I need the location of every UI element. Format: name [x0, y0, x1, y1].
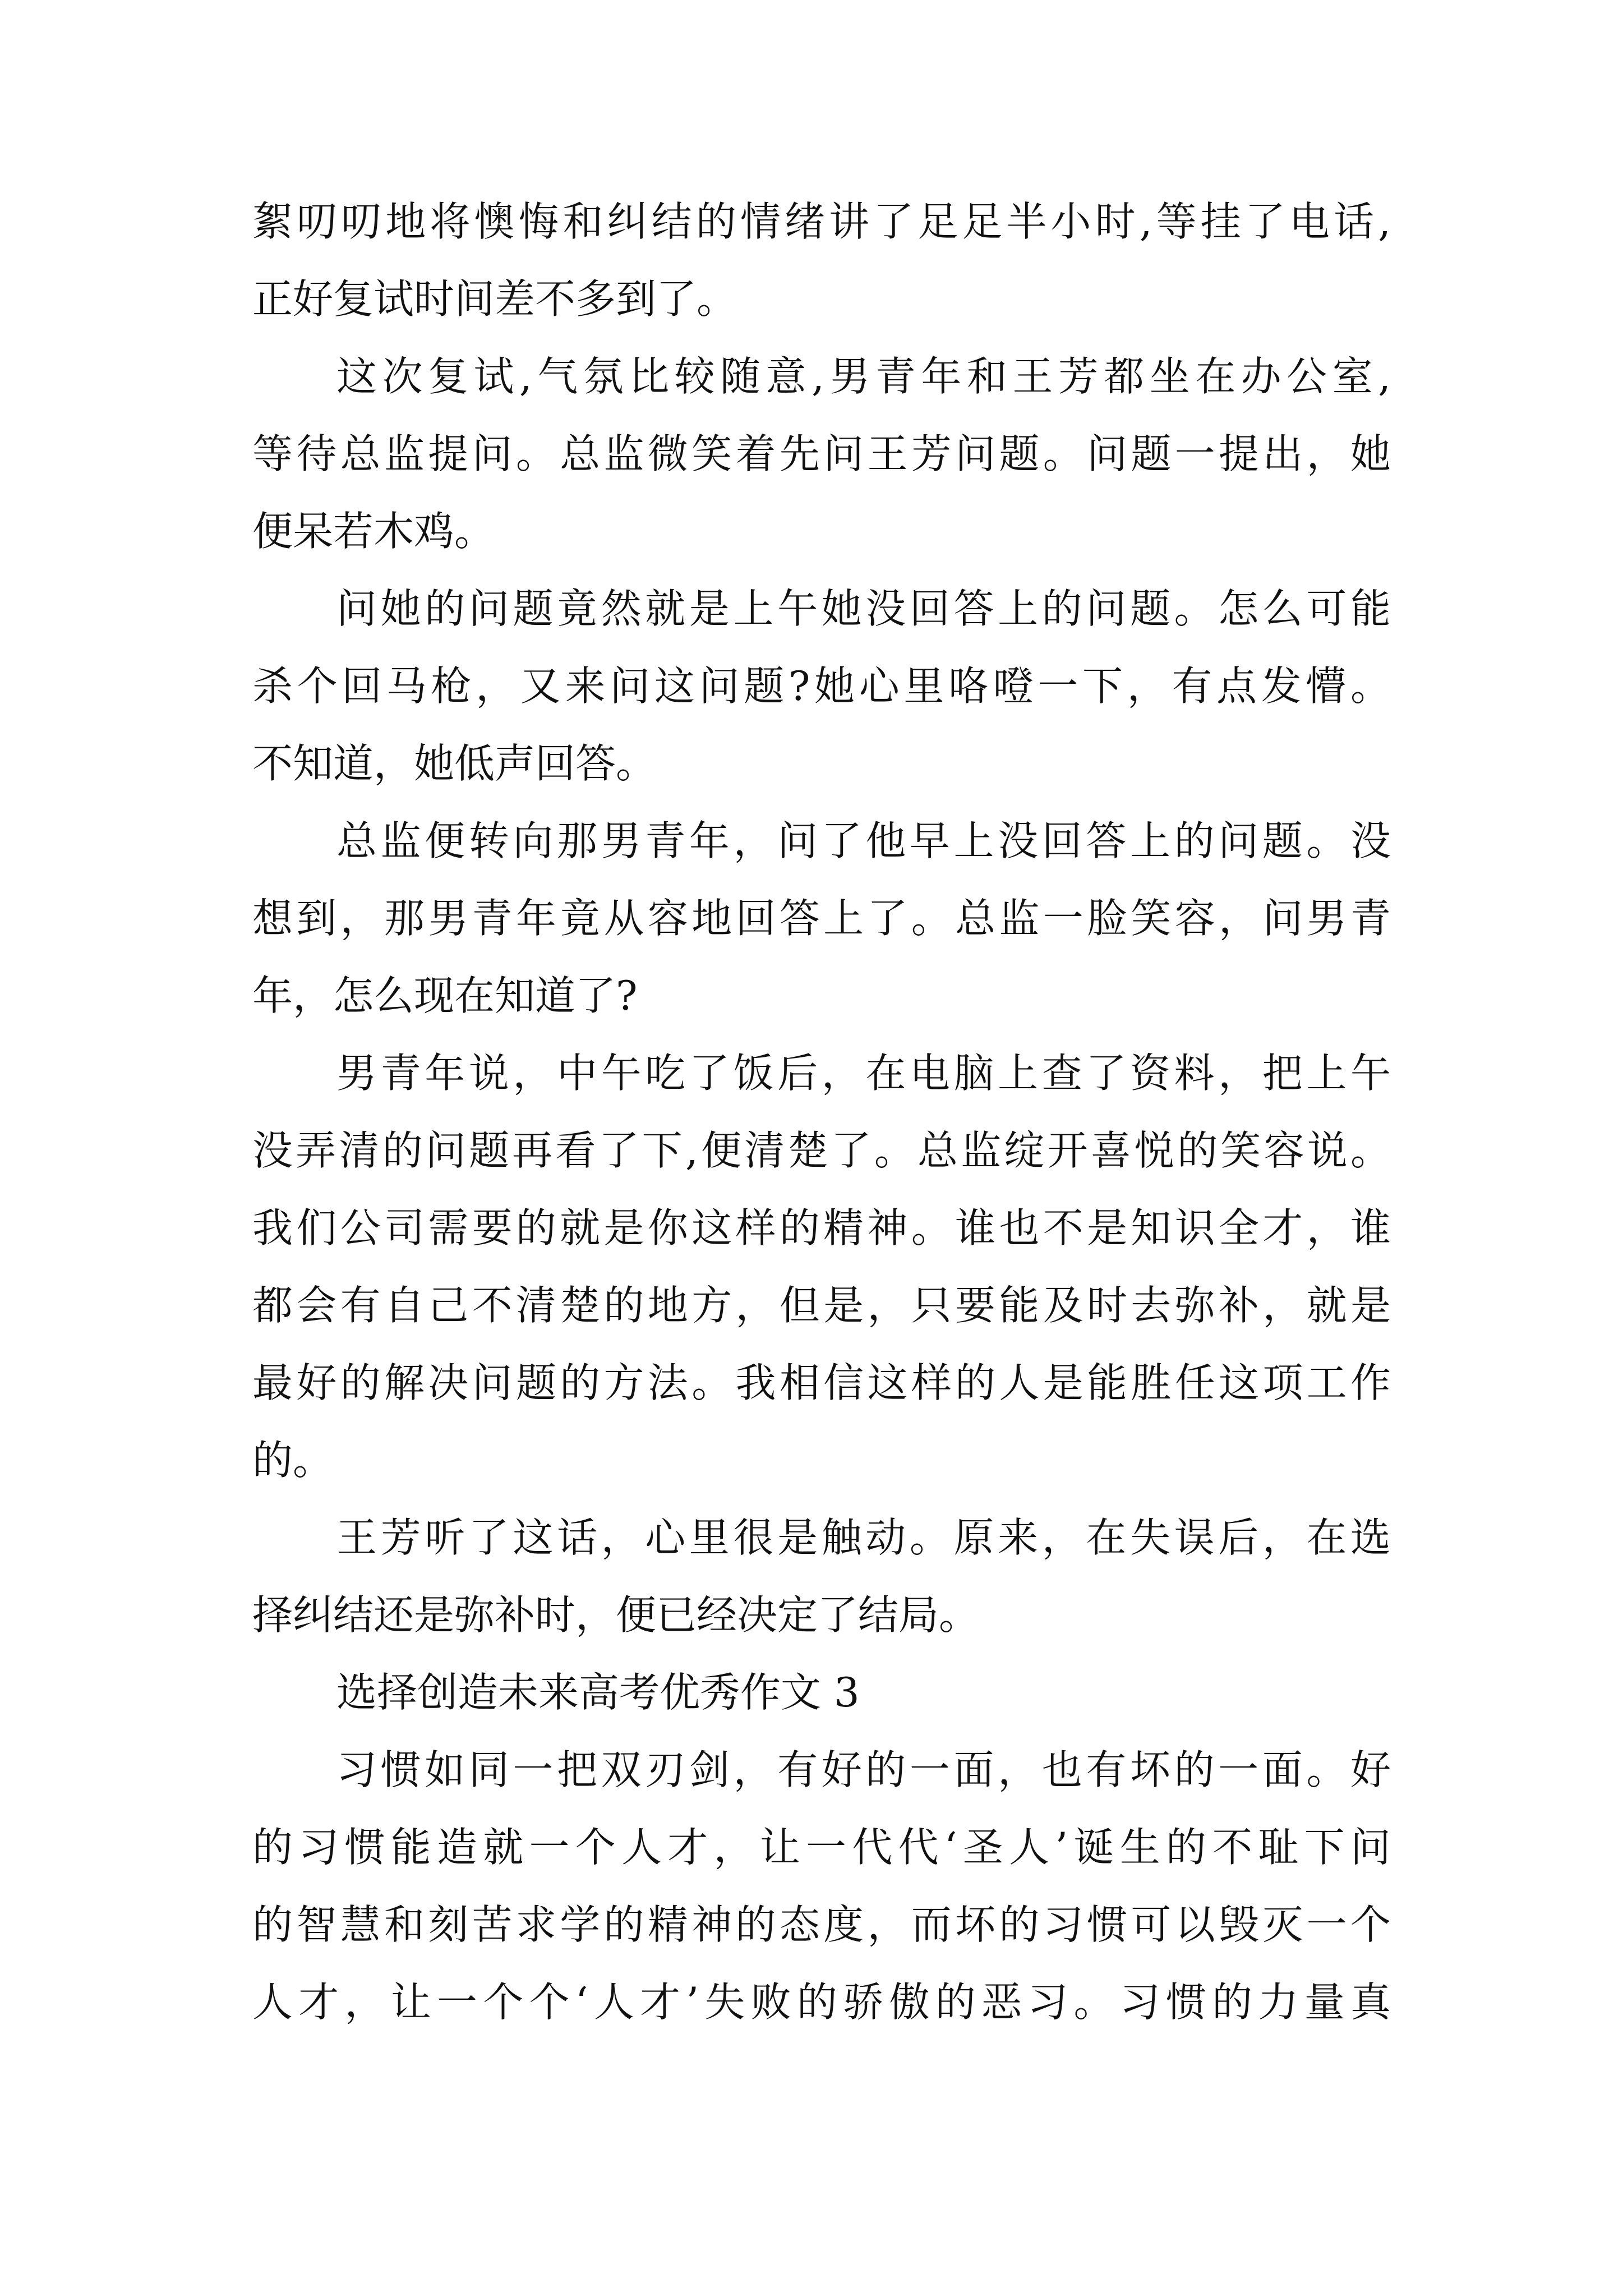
- text-line-content: 我们公司需要的就是你这样的精神。谁也不是知识全才，谁: [252, 1204, 1395, 1251]
- text-line-content: 絮叨叨地将懊悔和纠结的情绪讲了足足半小时,等挂了电话,: [252, 198, 1395, 245]
- text-line: [0, 1191, 1623, 1264]
- text-line: [0, 263, 1623, 335]
- text-line: [0, 882, 1623, 955]
- text-line: [0, 185, 1623, 258]
- text-line: [0, 1501, 1623, 1574]
- text-line: [0, 1037, 1623, 1110]
- text-line-content: 王芳听了这话，心里很是触动。原来，在失误后，在选: [336, 1514, 1395, 1561]
- text-line: [0, 1269, 1623, 1342]
- text-line-content: 没弄清的问题再看了下,便清楚了。总监绽开喜悦的笑容说。: [252, 1127, 1394, 1174]
- text-line: [0, 1888, 1623, 1961]
- text-line-content: 的习惯能造就一个人才，让一代代‘圣人’诞生的不耻下问: [252, 1824, 1397, 1871]
- text-line: [0, 1579, 1623, 1651]
- text-line-content: 的。: [252, 1437, 334, 1484]
- text-line-content: 想到，那男青年竟从容地回答上了。总监一脸笑容，问男青: [252, 895, 1395, 942]
- text-line: [0, 959, 1623, 1032]
- text-line-content: 选择创造未来高考优秀作文 3: [336, 1669, 860, 1716]
- text-line-content: 男青年说，中午吃了饭后，在电脑上查了资料，把上午: [336, 1050, 1395, 1097]
- text-line: [0, 1811, 1623, 1884]
- text-line-content: 总监便转向那男青年，问了他早上没回答上的问题。没: [336, 817, 1395, 864]
- text-line-content: 问她的问题竟然就是上午她没回答上的问题。怎么可能: [336, 585, 1395, 632]
- text-line: [0, 572, 1623, 645]
- text-line-content: 年，怎么现在知道了?: [252, 972, 638, 1019]
- text-line: [0, 1346, 1623, 1419]
- text-line-content: 这次复试,气氛比较随意,男青年和王芳都坐在办公室,: [336, 353, 1396, 400]
- text-line: [0, 727, 1623, 800]
- text-line-content: 不知道，她低声回答。: [252, 740, 657, 787]
- text-line: [0, 1424, 1623, 1497]
- text-line: [0, 1733, 1623, 1806]
- text-line-content: 等待总监提问。总监微笑着先问王芳问题。问题一提出，她: [252, 430, 1395, 477]
- text-line-content: 杀个回马枪，又来问这问题?她心里咯噔一下，有点发懵。: [252, 662, 1395, 710]
- text-line: [0, 1656, 1623, 1729]
- text-line-content: 人才，让一个个‘人才’失败的骄傲的恶习。习惯的力量真: [252, 1978, 1397, 2026]
- text-line: [0, 1966, 1623, 2039]
- text-line-content: 最好的解决问题的方法。我相信这样的人是能胜任这项工作: [252, 1359, 1395, 1406]
- text-line: [0, 495, 1623, 568]
- text-line-content: 便呆若木鸡。: [252, 508, 495, 555]
- text-line-content: 的智慧和刻苦求学的精神的态度，而坏的习惯可以毁灭一个: [252, 1901, 1395, 1948]
- text-line-content: 都会有自己不清楚的地方，但是，只要能及时去弥补，就是: [252, 1282, 1395, 1329]
- text-line: [0, 340, 1623, 413]
- text-line: [0, 804, 1623, 877]
- text-line-content: 正好复试时间差不多到了。: [252, 275, 737, 323]
- text-line: [0, 650, 1623, 723]
- text-line: [0, 1114, 1623, 1187]
- text-line-content: 习惯如同一把双刃剑，有好的一面，也有坏的一面。好: [336, 1746, 1395, 1793]
- text-line-content: 择纠结还是弥补时，便已经决定了结局。: [252, 1591, 980, 1639]
- text-line: [0, 417, 1623, 490]
